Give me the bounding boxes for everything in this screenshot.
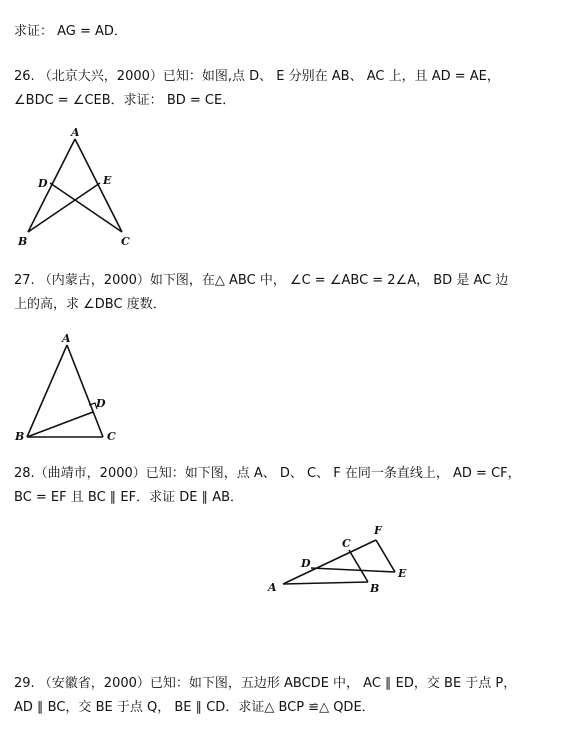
segment-ab [283,582,368,584]
label-b: B [18,235,28,248]
label-a: A [268,581,277,594]
segment-af [283,540,376,584]
problem-27-line-2: 上的高，求 ∠DBC 度数． [14,297,166,312]
problem-28-line-2: BC = EF 且 BC ∥ EF．求证 DE ∥ AB． [14,490,244,505]
label-d: D [38,177,48,190]
label-e: E [103,174,112,187]
problem-29-line-2: AD ∥ BC，交 BE 于点 Q， BE ∥ CD．求证△ BCP ≌△ QDE． [14,700,375,715]
label-c: C [342,537,351,550]
label-d: D [301,557,311,570]
label-a: A [71,126,80,139]
label-b: B [370,582,380,595]
problem-27-line-1: 27. （内蒙古，2000）如下图，在△ ABC 中， ∠C = ∠ABC = 2∠A， BD 是 AC 边 [14,273,509,288]
problem-26-line-2: ∠BDC = ∠CEB．求证： BD = CE． [14,93,236,108]
label-c: C [107,430,116,443]
problem-28-line-1: 28.（曲靖市，2000）已知：如下图，点 A、 D、 C、 F 在同一条直线上， AD = CF， [14,466,521,481]
prove-line-ag-ad: 求证： AG = AD． [14,24,127,39]
segment-cb [349,550,368,582]
label-b: B [15,430,25,443]
problem-26-line-1: 26. （北京大兴，2000）已知：如图,点 D、 E 分别在 AB、 AC 上，且 AD = AE， [14,69,500,84]
segment-de [311,568,395,572]
segment-fe [376,540,395,572]
label-e: E [398,567,407,580]
label-f: F [374,524,382,537]
label-a: A [62,332,71,345]
problem-29-line-1: 29. （安徽省，2000）已知：如下图，五边形 ABCDE 中， AC ∥ ED，交 BE 于点 P， [14,676,517,691]
label-d: D [96,397,106,410]
label-c: C [121,235,130,248]
